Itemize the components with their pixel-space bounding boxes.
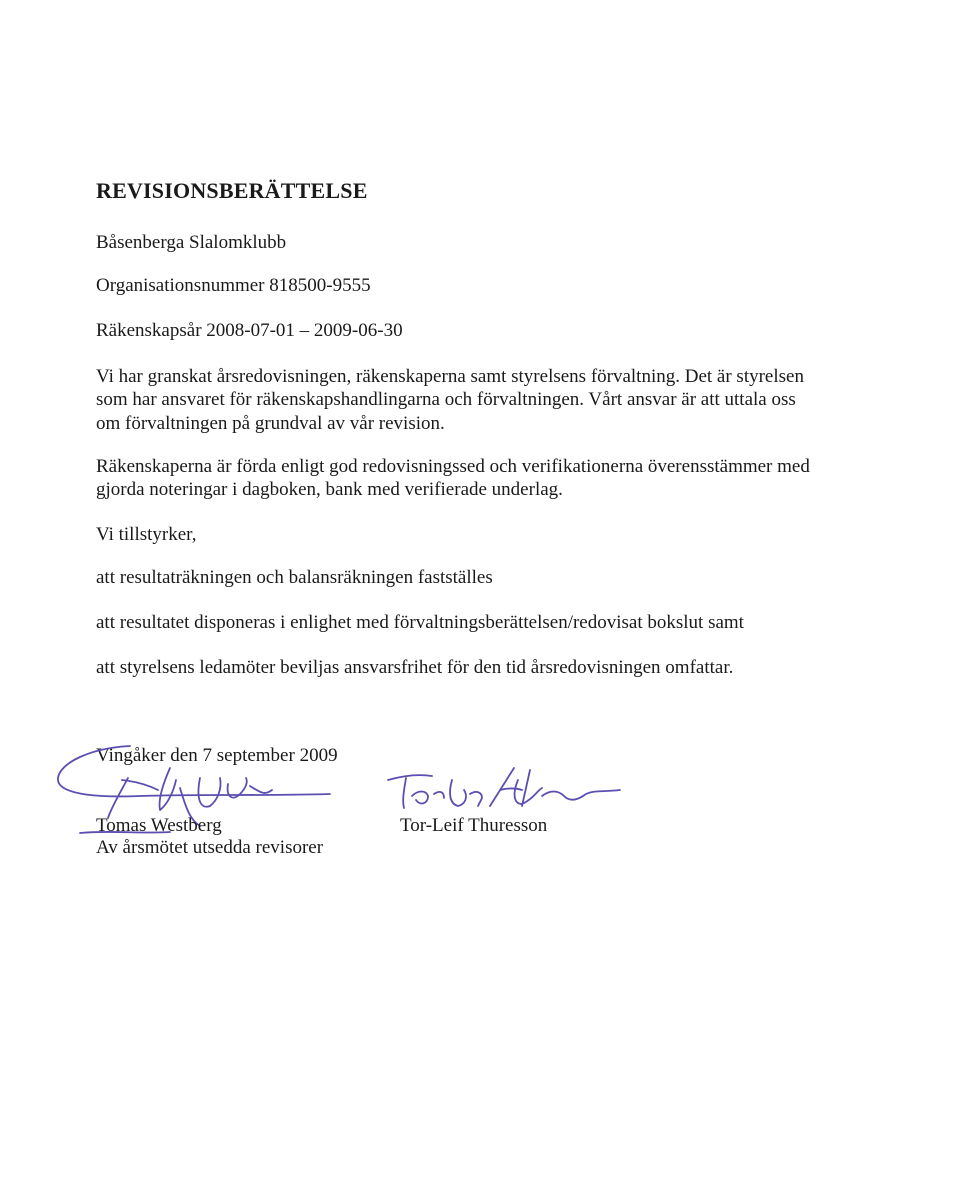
paragraph-2-line: Räkenskaperna är förda enligt god redovisningssed och verifikationerna överensstämmer med <box>96 456 810 477</box>
document-title: REVISIONSBERÄTTELSE <box>96 178 368 203</box>
organization-name: Båsenberga Slalomklubb <box>96 232 287 253</box>
place-date: Vingåker den 7 september 2009 <box>96 745 338 766</box>
recommendation-item: att resultatet disponeras i enlighet med förvaltningsberättelsen/redovisat bokslut samt <box>96 612 744 633</box>
fiscal-year: Räkenskapsår 2008-07-01 – 2009-06-30 <box>96 320 403 341</box>
paragraph-1-line: som har ansvaret för räkenskapshandlingarna och förvaltningen. Vårt ansvar är att uttala oss <box>96 389 796 410</box>
recommendation-item: att styrelsens ledamöter beviljas ansvarsfrihet för den tid årsredovisningen omfattar. <box>96 657 734 678</box>
recommend-intro: Vi tillstyrker, <box>96 524 197 545</box>
paragraph-2-line: gjorda noteringar i dagboken, bank med verifierade underlag. <box>96 479 563 500</box>
recommendation-item: att resultaträkningen och balansräkningen fastställes <box>96 567 493 588</box>
signatory-name: Tomas Westberg <box>96 815 222 836</box>
paragraph-1-line: om förvaltningen på grundval av vår revision. <box>96 413 445 434</box>
paragraph-1-line: Vi har granskat årsredovisningen, räkenskaperna samt styrelsens förvaltning. Det är styrelsen <box>96 366 804 387</box>
signatory-name: Tor-Leif Thuresson <box>400 815 548 836</box>
signature-tor-leif-thuresson <box>382 760 642 820</box>
signatory-role: Av årsmötet utsedda revisorer <box>96 837 324 858</box>
organization-number: Organisationsnummer 818500-9555 <box>96 275 371 296</box>
